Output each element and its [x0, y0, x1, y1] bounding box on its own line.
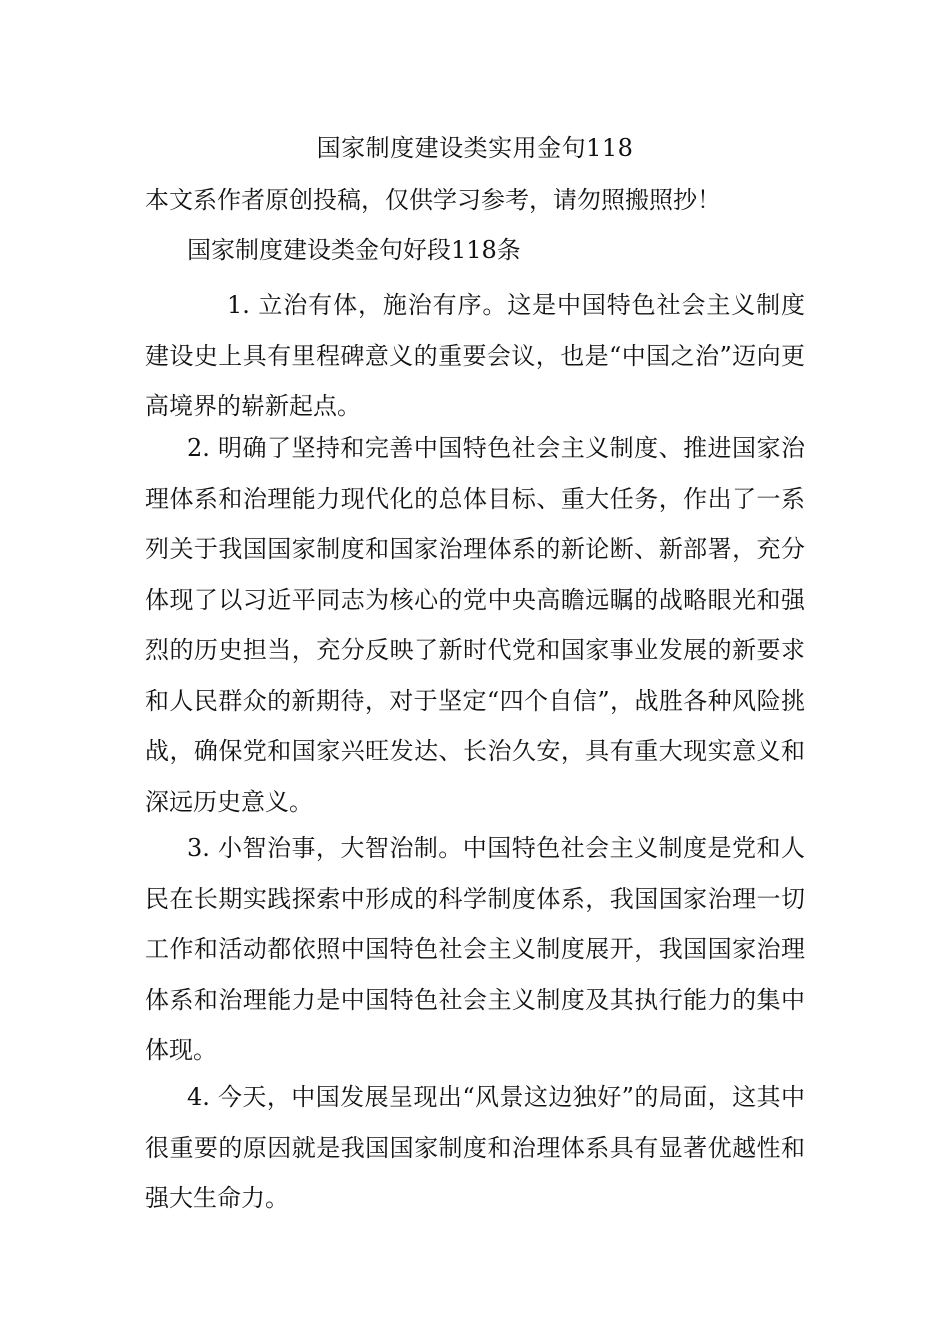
paragraph-1: 1. 立治有体，施治有序。这是中国特色社会主义制度建设史上具有里程碑意义的重要会议，也是“中国之治”迈向更高境界的崭新起点。 [145, 291, 805, 420]
copyright-notice: 本文系作者原创投稿，仅供学习参考，请勿照搬照抄！ [145, 186, 721, 214]
paragraph-3: 3. 小智治事，大智治制。中国特色社会主义制度是党和人民在长期实践探索中形成的科学制度体系，我国国家治理一切工作和活动都依照中国特色社会主义制度展开，我国国家治理体系和治理能力是中国特色社会主义制度及其执行能力的集中体现。 [145, 834, 805, 1064]
document-title: 国家制度建设类实用金句118 [316, 134, 634, 162]
document-subtitle: 国家制度建设类金句好段118条 [187, 236, 521, 264]
paragraph-4: 4. 今天，中国发展呈现出“风景这边独好”的局面，这其中很重要的原因就是我国国家制度和治理体系具有显著优越性和强大生命力。 [145, 1083, 805, 1212]
paragraph-2: 2. 明确了坚持和完善中国特色社会主义制度、推进国家治理体系和治理能力现代化的总体目标、重大任务，作出了一系列关于我国国家制度和国家治理体系的新论断、新部署，充分体现了以习近平同志为核心的党中央高瞻远瞩的战略眼光和强烈的历史担当，充分反映了新时代党和国家事业发展的新要求和人民群众的新期待，对于坚定“四个自信”，战胜各种风险挑战，确保党和国家兴旺发达、长治久安，具有重大现实意义和深远历史意义。 [145, 434, 805, 816]
